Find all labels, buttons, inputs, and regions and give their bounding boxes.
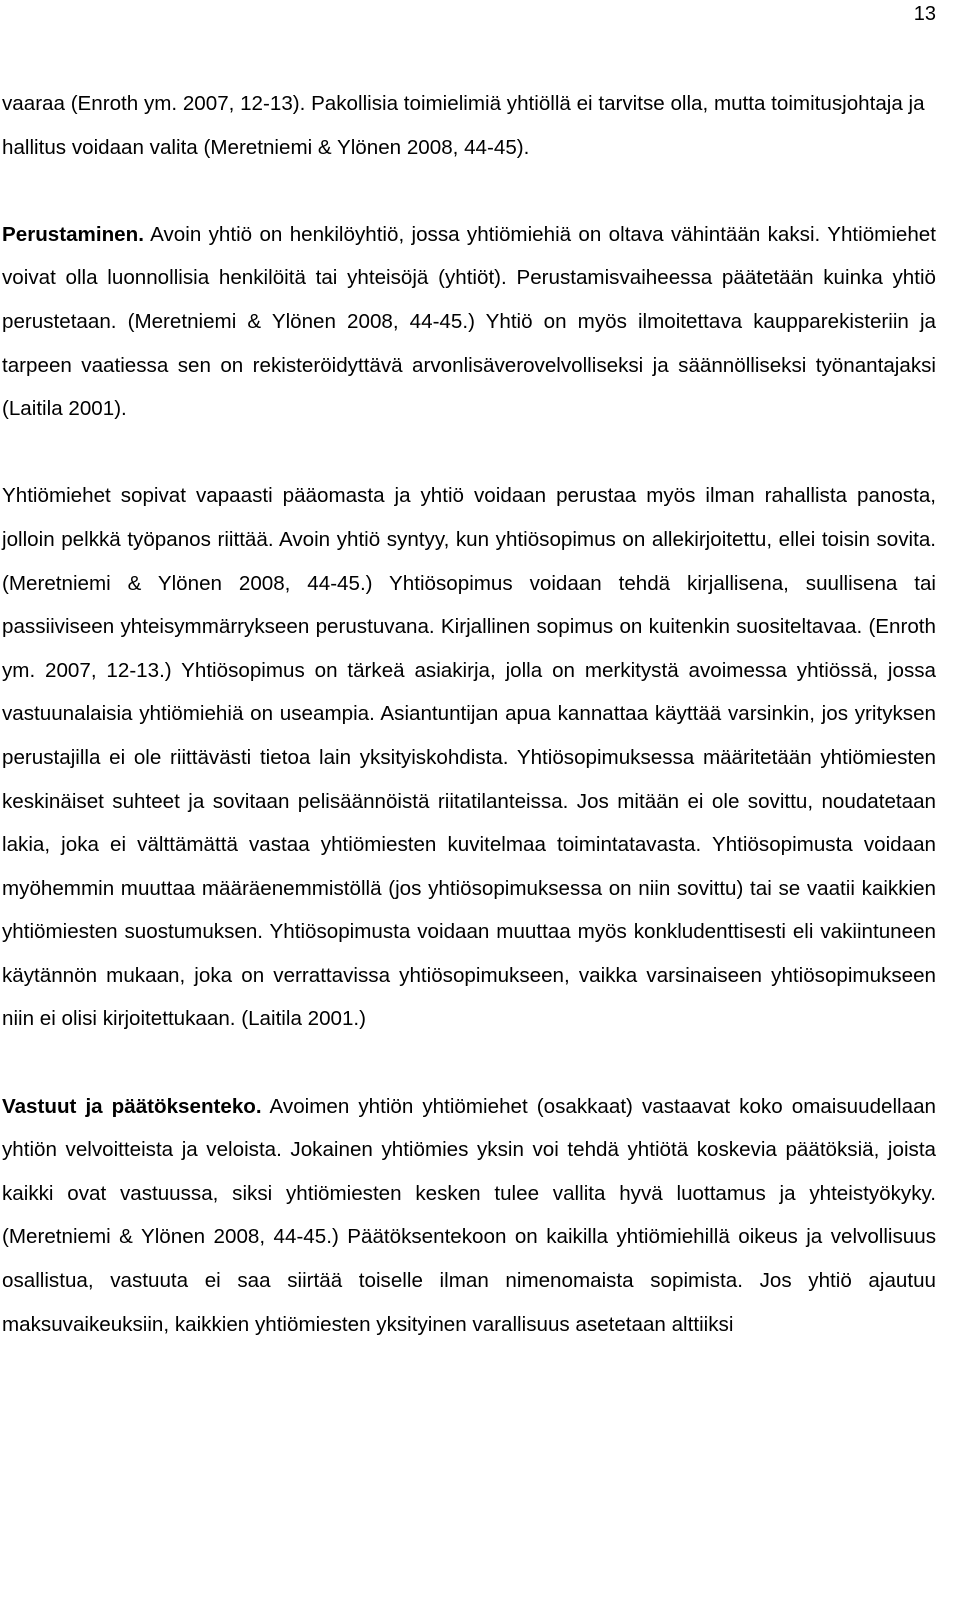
paragraph-gap [2,431,936,475]
paragraph-perustaminen [2,213,936,431]
section-heading-vastuut: Vastuut ja päätöksenteko. [2,1094,262,1118]
paragraph-text: Avoimen yhtiön yhtiömiehet (osakkaat) vastaavat koko omaisuudellaan yhtiön velvoitteista ja veloista. Jokainen yhtiömies yksin voi tehdä yhtiötä koskevia päätöksiä, joista kaikki ovat vastuussa, siksi yhtiömiesten kesken tulee vallita hyvä luottamus ja yhteistyökyky. (Meretniemi & Ylönen 2008, 44-45.) Päätöksentekoon on kaikilla yhtiömiehillä oikeus ja velvollisuus osallistua, vastuuta ei saa siirtää toiselle ilman nimenomaista sopimista. Jos yhtiö ajautuu maksuvaikeuksiin, kaikkien yhtiömiesten yksityinen varallisuus asetetaan alttiiksi [2,1094,936,1336]
paragraph-gap [2,1041,936,1085]
paragraph-text: Avoin yhtiö on henkilöyhtiö, jossa yhtiömiehiä on oltava vähintään kaksi. Yhtiömiehet voivat olla luonnollisia henkilöitä tai yhteisöjä (yhtiöt). Perustamisvaiheessa päätetään kuinka yhtiö perustetaan. (Meretniemi & Ylönen 2008, 44-45.) Yhtiö on myös ilmoitettava kaupparekisteriin ja tarpeen vaatiessa sen on rekisteröidyttävä arvonlisäverovelvolliseksi ja säännölliseksi työnantajaksi (Laitila 2001). [2,222,936,421]
document-body [2,82,936,1346]
page-number: 13 [913,3,936,25]
paragraph-yhtiosopimus [2,474,936,1041]
paragraph-intro [2,82,936,169]
paragraph-text: Yhtiömiehet sopivat vapaasti pääomasta ja yhtiö voidaan perustaa myös ilman rahallista panosta, jolloin pelkkä työpanos riittää. Avoin yhtiö syntyy, kun yhtiösopimus on allekirjoitettu, ellei toisin sovita. (Meretniemi & Ylönen 2008, 44-45.) Yhtiösopimus voidaan tehdä kirjallisena, suullisena tai passiiviseen yhteisymmärrykseen perustuvana. Kirjallinen sopimus on kuitenkin suositeltavaa. (Enroth ym. 2007, 12-13.) Yhtiösopimus on tärkeä asiakirja, jolla on merkitystä avoimessa yhtiössä, jossa vastuunalaisia yhtiömiehiä on useampia. Asiantuntijan apua kannattaa käyttää varsinkin, jos yrityksen perustajilla ei ole riittävästi tietoa lain yksityiskohdista. Yhtiösopimuksessa määritetään yhtiömiesten keskinäiset suhteet ja sovitaan pelisäännöistä riitatilanteissa. Jos mitään ei ole sovittu, noudatetaan lakia, joka ei välttämättä vastaa yhtiömiesten kuvitelmaa toimintatavasta. Yhtiösopimusta voidaan myöhemmin muuttaa määräenemmistöllä (jos yhtiösopimuksessa on niin sovittu) tai se vaatii kaikkien yhtiömiesten suostumuksen. Yhtiösopimusta voidaan muuttaa myös konkludenttisesti eli vakiintuneen käytännön mukaan, joka on verrattavissa yhtiösopimukseen, vaikka varsinaiseen yhtiösopimukseen niin ei olisi kirjoitettukaan. (Laitila 2001.) [2,484,936,1031]
section-heading-perustaminen: Perustaminen. [2,222,144,246]
paragraph-gap [2,169,936,213]
paragraph-vastuut [2,1085,936,1347]
paragraph-text: vaaraa (Enroth ym. 2007, 12-13). Pakollisia toimielimiä yhtiöllä ei tarvitse olla, mutta toimitusjohtaja ja hallitus voidaan valita (Meretniemi & Ylönen 2008, 44-45). [2,92,925,159]
